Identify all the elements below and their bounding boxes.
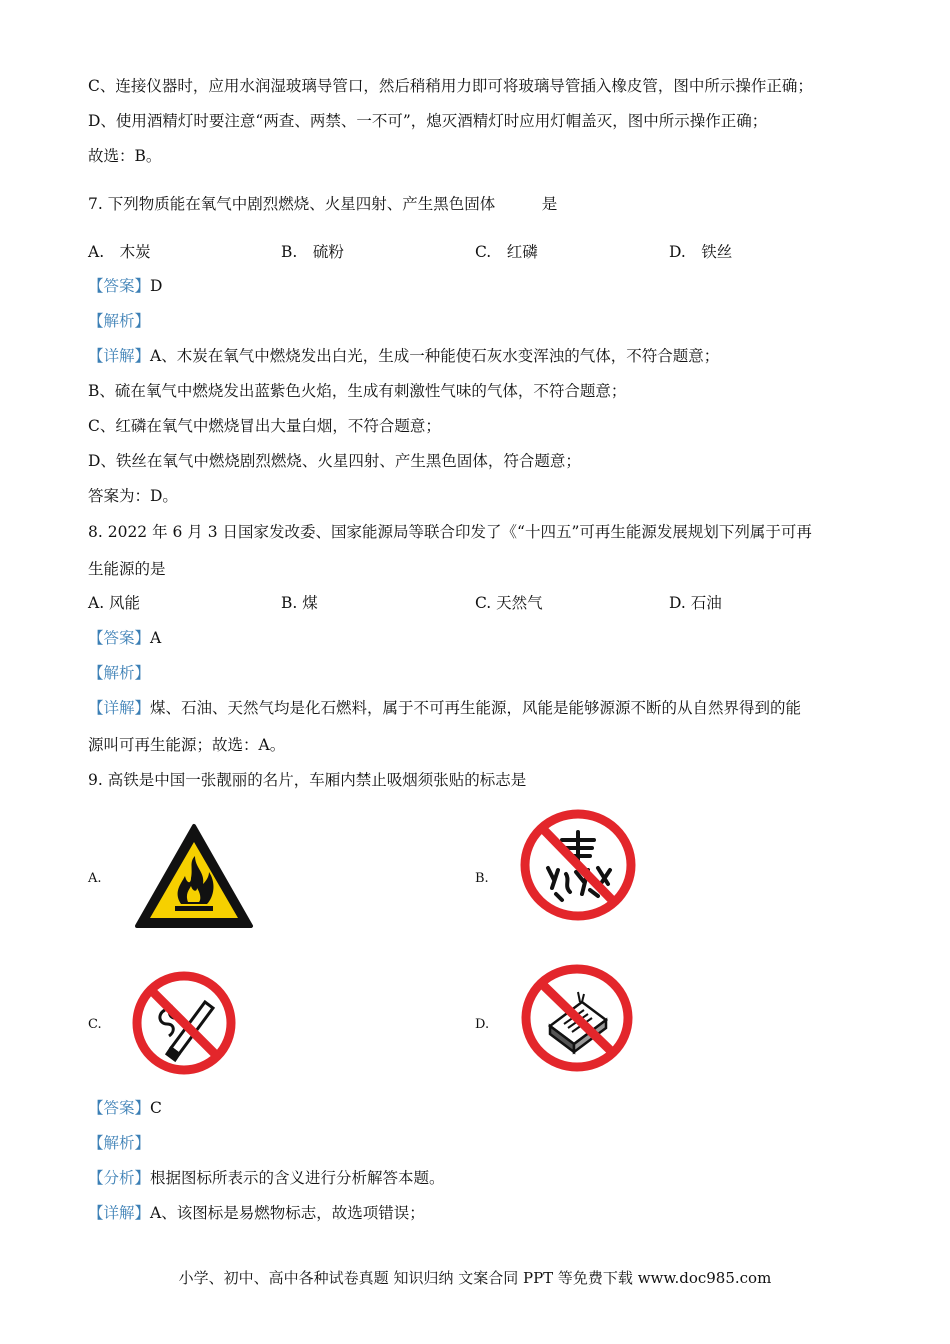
- flammable-warning-icon: [133, 822, 255, 930]
- question-8-line-2: 生能源的是: [88, 560, 166, 578]
- q8-detail-2: 源叫可再生能源；故选：A。: [88, 736, 286, 754]
- q9-option-a-label: A.: [88, 871, 102, 886]
- q7-option-b: B. 硫粉: [281, 243, 344, 261]
- q9-answer: 【答案】C: [88, 1099, 162, 1117]
- line-d-lamp: D、使用酒精灯时要注意“两查、两禁、一不可”，熄灭酒精灯时应用灯帽盖灭，图中所示操作正确；: [88, 112, 768, 130]
- q7-detail-2: B、硫在氧气中燃烧发出蓝紫色火焰，生成有刺激性气味的气体，不符合题意；: [88, 382, 627, 400]
- line-c-connect: C、连接仪器时，应用水润湿玻璃导管口，然后稍稍用力即可将玻璃导管插入橡皮管，图中所示操作正确；: [88, 77, 813, 95]
- page-footer: 小学、初中、高中各种试卷真题 知识归纳 文案合同 PPT 等免费下载 www.doc985.com: [178, 1269, 772, 1287]
- question-9: 9. 高铁是中国一张靓丽的名片，车厢内禁止吸烟须张贴的标志是: [88, 771, 527, 789]
- q7-detail-3: C、红磷在氧气中燃烧冒出大量白烟，不符合题意；: [88, 417, 441, 435]
- question-7: 7. 下列物质能在氧气中剧烈燃烧、火星四射、产生黑色固体 是: [88, 195, 558, 213]
- q7-option-a: A. 木炭: [88, 243, 151, 261]
- no-smoking-icon: [131, 970, 237, 1076]
- line-choose-b: 故选：B。: [88, 147, 162, 165]
- no-fireworks-icon: [518, 808, 638, 923]
- q7-detail-4: D、铁丝在氧气中燃烧剧烈燃烧、火星四射、产生黑色固体，符合题意；: [88, 452, 581, 470]
- q9-analysis-tag: 【解析】: [88, 1134, 151, 1152]
- q8-detail-1: 【详解】煤、石油、天然气均是化石燃料，属于不可再生能源，风能是能够源源不断的从自然界得到的能: [88, 699, 802, 717]
- q8-option-b: B. 煤: [281, 594, 318, 612]
- q9-option-c-label: C.: [88, 1017, 102, 1032]
- q9-option-d-label: D.: [475, 1017, 490, 1032]
- q9-option-b-label: B.: [475, 871, 489, 886]
- q8-option-c: C. 天然气: [475, 594, 543, 612]
- q9-fenxi: 【分析】根据图标所表示的含义进行分析解答本题。: [88, 1169, 445, 1187]
- q8-option-d: D. 石油: [669, 594, 722, 612]
- q7-option-d: D. 铁丝: [669, 243, 733, 261]
- no-matches-icon: [520, 962, 634, 1074]
- q7-detail-1: 【详解】A、木炭在氧气中燃烧发出白光，生成一种能使石灰水变浑浊的气体，不符合题意；: [88, 347, 720, 365]
- q7-answer: 【答案】D: [88, 277, 163, 295]
- q7-analysis-tag: 【解析】: [88, 312, 151, 330]
- question-8-line-1: 8. 2022 年 6 月 3 日国家发改委、国家能源局等联合印发了《“十四五”可再生能源发展规划下列属于可再: [88, 523, 812, 541]
- q8-analysis-tag: 【解析】: [88, 664, 151, 682]
- q8-answer: 【答案】A: [88, 629, 162, 647]
- answer-tag: 【答案】: [88, 277, 151, 295]
- q7-option-c: C. 红磷: [475, 243, 538, 261]
- q9-detail-1: 【详解】A、该图标是易燃物标志，故选项错误；: [88, 1204, 425, 1222]
- q8-option-a: A. 风能: [88, 594, 141, 612]
- q7-detail-5: 答案为：D。: [88, 487, 178, 505]
